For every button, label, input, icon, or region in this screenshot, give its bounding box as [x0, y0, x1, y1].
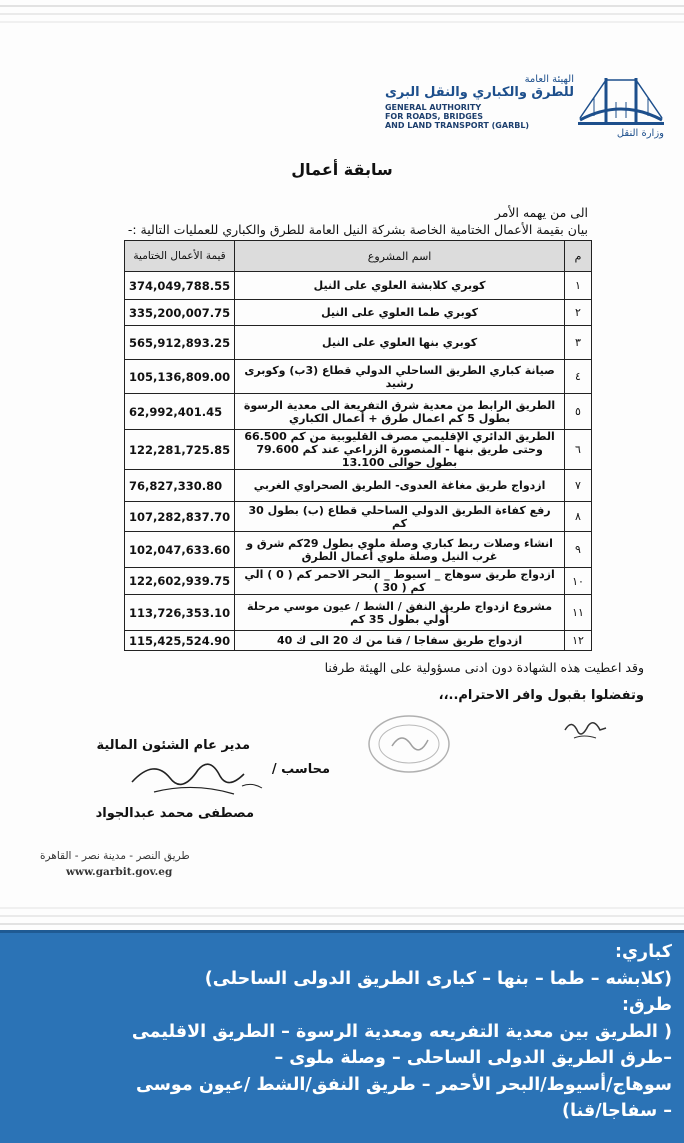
- row-final-value: 76,827,330.80: [125, 470, 235, 502]
- org-name-ar-small: الهيئة العامة: [524, 74, 574, 85]
- closing-line-1: وقد اعطيت هذه الشهادة دون ادنى مسؤولية على الهيئة طرفنا: [324, 660, 644, 675]
- table-header-row: [125, 241, 592, 272]
- ministry-label: وزارة النقل: [616, 128, 664, 139]
- table-row: [125, 568, 592, 595]
- org-name-en: GENERAL AUTHORITY FOR ROADS, BRIDGES AND LAND TRANSPORT (GARBL): [384, 103, 530, 130]
- official-stamp-drawing: [364, 712, 454, 776]
- caption-line-6: سوهاج/أسيوط/البحر الأحمر – طريق النفق/الشط /عيون موسى: [136, 1074, 672, 1095]
- row-number: ٦: [565, 430, 592, 470]
- initials-signature-drawing: [560, 708, 610, 748]
- table-row: [125, 502, 592, 532]
- row-project-name: ازدواج طريق مغاغة العدوى- الطريق الصحراوي الغربي: [235, 470, 565, 502]
- table-row: [125, 631, 592, 651]
- row-number: ٩: [565, 532, 592, 568]
- signatory-name: مصطفى محمد عبدالجواد: [95, 806, 254, 821]
- table-row: [125, 326, 592, 360]
- document-title: سابقة أعمال: [291, 160, 393, 179]
- signature-drawing: [124, 752, 274, 812]
- row-project-name: الطريق الرابط من معدية شرق التفريعة الى معدية الرسوة بطول 5 كم اعمال طرق + أعمال الكباري: [235, 394, 565, 430]
- row-final-value: 102,047,633.60: [125, 532, 235, 568]
- header-final-value: قيمة الأعمال الختامية: [125, 241, 235, 272]
- row-number: ١٢: [565, 631, 592, 651]
- row-final-value: 107,282,837.70: [125, 502, 235, 532]
- caption-line-4: ( الطريق بين معدية التفريعه ومعدية الرسوة – الطريق الاقليمى: [131, 1021, 672, 1042]
- logo-text: [385, 74, 574, 130]
- row-final-value: 115,425,524.90: [125, 631, 235, 651]
- row-project-name: صيانة كباري الطريق الساحلي الدولي قطاع (3ب) وكوبرى رشيد: [235, 360, 565, 394]
- intro-line-1: الى من يهمه الأمر: [494, 205, 588, 220]
- table-row: [125, 394, 592, 430]
- table-row: [125, 300, 592, 326]
- caption-line-1: كباري:: [614, 942, 672, 962]
- header-no: م: [565, 241, 592, 272]
- header-project-name: اسم المشروع: [235, 241, 565, 272]
- row-number: ٧: [565, 470, 592, 502]
- row-number: ٥: [565, 394, 592, 430]
- org-name-ar: للطرق والكباري والنقل البرى: [384, 85, 574, 100]
- table-row: [125, 360, 592, 394]
- works-table: [124, 240, 592, 651]
- row-number: ٤: [565, 360, 592, 394]
- row-number: ١: [565, 272, 592, 300]
- letterhead: [366, 68, 666, 148]
- row-final-value: 565,912,893.25: [125, 326, 235, 360]
- row-number: ١١: [565, 595, 592, 631]
- footer-address: طريق النصر - مدينة نصر - القاهرة: [40, 850, 190, 862]
- table-row: [125, 272, 592, 300]
- row-final-value: 122,281,725.85: [125, 430, 235, 470]
- caption-line-5: –طرق الطريق الدولى الساحلى – وصلة ملوى –: [274, 1048, 672, 1068]
- footer-website: www.garbit.gov.eg: [66, 866, 173, 878]
- row-project-name: الطريق الدائري الإقليمي مصرف القليوبية من كم 66.500 وحتى طريق بنها - المنصورة الزراعي عند كم 79.600 بطول حوالى 13.100: [235, 430, 565, 470]
- row-final-value: 113,726,353.10: [125, 595, 235, 631]
- row-final-value: 374,049,788.55: [125, 272, 235, 300]
- row-project-name: ازدواج طريق سفاجا / قنا من ك 20 الى ك 40: [235, 631, 565, 651]
- row-project-name: ازدواج طريق سوهاج _ اسيوط _ البحر الاحمر كم ( 0 ) الي كم ( 30 ): [235, 568, 565, 595]
- row-number: ١٠: [565, 568, 592, 595]
- intro-line-2: بيان بقيمة الأعمال الختامية الخاصة بشركة النيل العامة للطرق والكباري للعمليات التالية :-: [127, 222, 588, 237]
- caption-line-3: طرق:: [621, 995, 672, 1015]
- table-row: [125, 430, 592, 470]
- caption-line-7: – سفاجا/قنا): [562, 1101, 672, 1121]
- table-row: [125, 532, 592, 568]
- top-decorative-lines: [0, 0, 684, 30]
- summary-caption: [0, 930, 684, 1143]
- row-project-name: كوبري بنها العلوي على النيل: [235, 326, 565, 360]
- row-number: ٣: [565, 326, 592, 360]
- row-project-name: رفع كفاءة الطريق الدولي الساحلي قطاع (ب) بطول 30 كم: [235, 502, 565, 532]
- row-final-value: 105,136,809.00: [125, 360, 235, 394]
- row-final-value: 122,602,939.75: [125, 568, 235, 595]
- accountant-label: محاسب /: [271, 762, 330, 777]
- table-row: [125, 595, 592, 631]
- bottom-decorative-lines: [0, 900, 684, 930]
- row-final-value: 62,992,401.45: [125, 394, 235, 430]
- row-number: ٨: [565, 502, 592, 532]
- row-project-name: انشاء وصلات ربط كباري وصلة ملوي بطول 29كم شرق و غرب النيل وصلة ملوي أعمال الطرق: [235, 532, 565, 568]
- row-project-name: كوبري طما العلوي على النيل: [235, 300, 565, 326]
- intro-text: [68, 204, 588, 238]
- signatory-title: مدير عام الشئون المالية: [96, 738, 250, 753]
- row-project-name: مشروع ازدواج طريق النفق / الشط / عيون موسي مرحلة أولي بطول 35 كم: [235, 595, 565, 631]
- row-number: ٢: [565, 300, 592, 326]
- row-project-name: كوبري كلابشة العلوي على النيل: [235, 272, 565, 300]
- table-row: [125, 470, 592, 502]
- closing-line-2: وتفضلوا بقبول وافر الاحترام..،،: [438, 688, 644, 703]
- caption-line-2: (كلابشه – طما – بنها – كبارى الطريق الدولى الساحلى): [204, 968, 672, 989]
- row-final-value: 335,200,007.75: [125, 300, 235, 326]
